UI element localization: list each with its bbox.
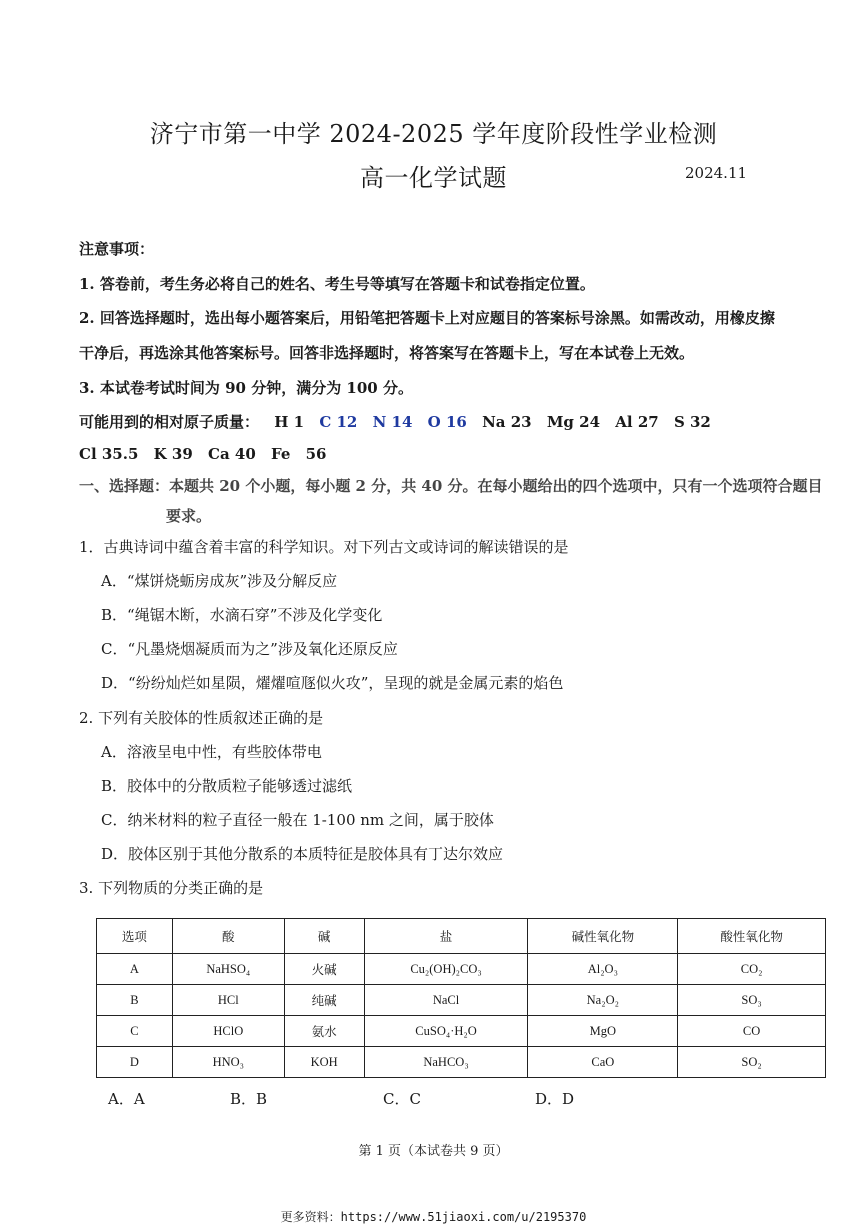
question-3-answer-a: A．A (108, 1090, 145, 1108)
table-row (97, 954, 826, 985)
table-cell: CO (678, 1016, 826, 1047)
table-cell: D (97, 1047, 173, 1078)
table-cell: NaHCO₃ (364, 1047, 528, 1078)
notice-item-2a: 2. 回答选择题时，选出每小题答案后，用铅笔把答题卡上对应题目的答案标号涂黑。如需改动，用橡皮擦 (79, 309, 775, 327)
mass-ca: Ca 40 (208, 445, 256, 463)
table-cell: NaCl (364, 985, 528, 1016)
table-cell: C (97, 1016, 173, 1047)
table-cell: CuSO₄·H₂O (364, 1016, 528, 1047)
mass-h: H 1 (274, 413, 305, 431)
table-cell: CO₂ (678, 954, 826, 985)
question-3-answer-c: C．C (383, 1090, 421, 1108)
question-3-answer-b: B．B (230, 1090, 268, 1108)
question-1-option-b: B．“绳锯木断，水滴石穿”不涉及化学变化 (101, 606, 383, 624)
table-cell: HNO₃ (172, 1047, 284, 1078)
table-cell: 火碱 (284, 954, 364, 985)
atomic-mass-row-1 (79, 411, 721, 432)
exam-subtitle: 高一化学试题 (360, 164, 507, 192)
mass-fe: Fe (271, 445, 291, 463)
exam-title: 济宁市第一中学 2024-2025 学年度阶段性学业检测 (149, 120, 718, 148)
table-cell: KOH (284, 1047, 364, 1078)
table-row (97, 985, 826, 1016)
table-header-row (97, 919, 826, 954)
notice-item-2b: 干净后，再选涂其他答案标号。回答非选择题时，将答案写在答题卡上，写在本试卷上无效。 (79, 344, 695, 362)
mass-s: S 32 (673, 413, 711, 431)
table-cell: 纯碱 (284, 985, 364, 1016)
table-cell: B (97, 985, 173, 1016)
table-header-cell: 碱 (284, 919, 364, 954)
table-cell: HClO (172, 1016, 284, 1047)
table-header-cell: 酸 (172, 919, 284, 954)
table-cell: NaHSO₄ (172, 954, 284, 985)
notice-item-1: 1. 答卷前，考生务必将自己的姓名、考生号等填写在答题卡和试卷指定位置。 (79, 275, 595, 293)
table-header-cell: 选项 (97, 919, 173, 954)
source-watermark[interactable]: 更多资料：https://www.51jiaoxi.com/u/2195370 (280, 1210, 587, 1224)
section-1-heading-cont: 要求。 (166, 507, 212, 525)
table-cell: SO₃ (678, 985, 826, 1016)
table-cell: Cu₂(OH)₂CO₃ (364, 954, 528, 985)
mass-o: O 16 (427, 413, 467, 431)
mass-c: C 12 (319, 413, 358, 431)
table-header-cell: 酸性氧化物 (678, 919, 826, 954)
question-2-option-b: B．胶体中的分散质粒子能够透过滤纸 (101, 777, 353, 795)
table-cell: Al₂O₃ (528, 954, 678, 985)
mass-n: N 14 (372, 413, 413, 431)
notice-heading: 注意事项： (79, 240, 155, 258)
exam-date: 2024.11 (685, 164, 748, 182)
question-2-option-a: A．溶液呈电中性，有些胶体带电 (101, 743, 322, 761)
section-1-heading: 一、选择题：本题共 20 个小题，每小题 2 分，共 40 分。在每小题给出的四个选项中，只有一个选项符合题目 (79, 477, 823, 495)
table-row (97, 1047, 826, 1078)
table-header-cell: 碱性氧化物 (528, 919, 678, 954)
table-cell: HCl (172, 985, 284, 1016)
table-cell: Na₂O₂ (528, 985, 678, 1016)
question-3-answer-d: D．D (535, 1090, 575, 1108)
mass-mg: Mg 24 (546, 413, 601, 431)
table-row (97, 1016, 826, 1047)
table-cell: A (97, 954, 173, 985)
table-cell: CaO (528, 1047, 678, 1078)
question-2-option-d: D．胶体区别于其他分散系的本质特征是胶体具有丁达尔效应 (101, 845, 504, 863)
mass-cl: Cl 35.5 (79, 445, 139, 463)
question-1-option-a: A．“煤饼烧蛎房成灰”涉及分解反应 (101, 572, 338, 590)
page-footer: 第 1 页（本试卷共 9 页） (358, 1144, 509, 1159)
table-header-cell: 盐 (364, 919, 528, 954)
mass-al: Al 27 (615, 413, 659, 431)
table-cell: 氨水 (284, 1016, 364, 1047)
mass-na: Na 23 (482, 413, 532, 431)
notice-item-3: 3. 本试卷考试时间为 90 分钟，满分为 100 分。 (79, 379, 413, 397)
table-cell: MgO (528, 1016, 678, 1047)
atomic-mass-label: 可能用到的相对原子质量： (79, 413, 260, 431)
question-1-stem: 1．古典诗词中蕴含着丰富的科学知识。对下列古文或诗词的解读错误的是 (79, 538, 569, 556)
question-1-option-d: D．“纷纷灿烂如星陨，燿燿喧豗似火攻”，呈现的就是金属元素的焰色 (101, 674, 564, 692)
mass-fe-value: 56 (305, 445, 327, 463)
classification-table (96, 918, 826, 1078)
question-2-option-c: C．纳米材料的粒子直径一般在 1-100 nm 之间，属于胶体 (101, 811, 494, 829)
question-3-stem: 3. 下列物质的分类正确的是 (79, 879, 264, 897)
atomic-mass-row-2 (79, 445, 337, 463)
mass-k: K 39 (153, 445, 193, 463)
question-1-option-c: C．“凡墨烧烟凝质而为之”涉及氧化还原反应 (101, 640, 398, 658)
table-cell: SO₂ (678, 1047, 826, 1078)
question-2-stem: 2. 下列有关胶体的性质叙述正确的是 (79, 709, 324, 727)
